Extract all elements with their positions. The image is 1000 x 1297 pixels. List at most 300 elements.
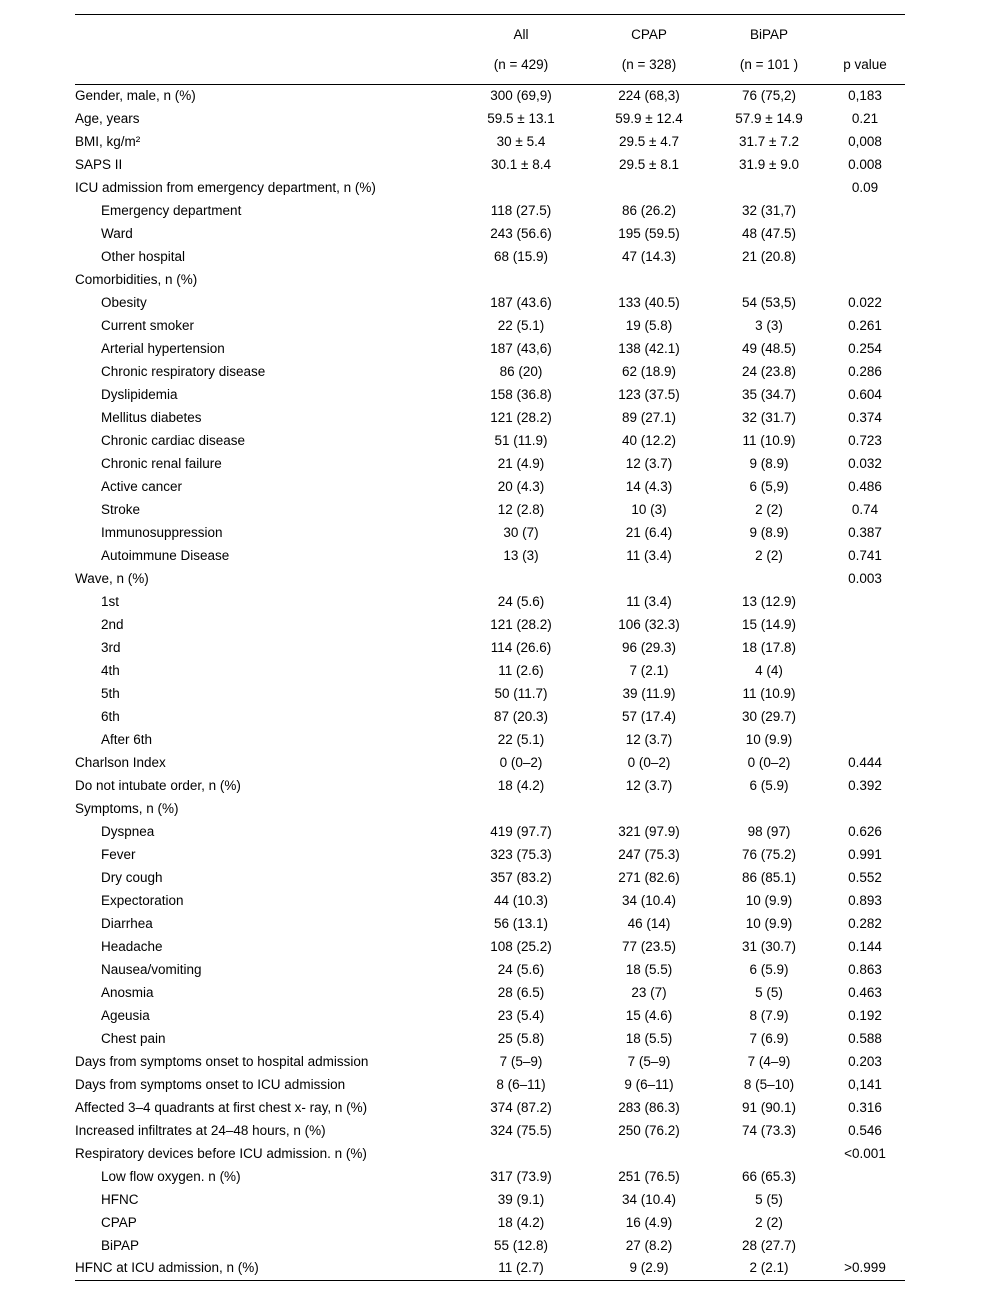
cell-pvalue: 0.254 [848, 340, 882, 356]
row-label: Low flow oxygen. n (%) [101, 1168, 241, 1184]
row-label: Obesity [101, 294, 147, 310]
table-row [75, 568, 905, 591]
row-label: Anosmia [101, 984, 154, 1000]
cell-all [457, 269, 585, 292]
cell-pvalue: 0.282 [848, 915, 882, 931]
cell-all: 39 (9.1) [497, 1191, 545, 1207]
row-label: Mellitus diabetes [101, 409, 202, 425]
cell-bipap: 57.9 ± 14.9 [735, 110, 803, 126]
table-row [75, 430, 905, 453]
cell-bipap: 9 (8.9) [749, 524, 789, 540]
cell-all: 87 (20.3) [493, 708, 549, 724]
cell-bipap: 48 (47.5) [741, 225, 797, 241]
row-label: CPAP [101, 1214, 137, 1230]
cell-all: 323 (75.3) [490, 846, 552, 862]
cell-cpap: 12 (3.7) [625, 731, 673, 747]
row-label: Days from symptoms onset to hospital admission [75, 1053, 369, 1069]
cell-pvalue [825, 200, 905, 223]
cell-all [457, 177, 585, 200]
cell-bipap [713, 798, 825, 821]
cell-bipap: 7 (4–9) [747, 1053, 791, 1069]
cell-all: 55 (12.8) [493, 1237, 549, 1253]
cell-bipap: 5 (5) [755, 1191, 783, 1207]
cell-pvalue: 0.723 [848, 432, 882, 448]
cell-bipap: 6 (5.9) [749, 961, 789, 977]
cell-bipap: 6 (5.9) [749, 777, 789, 793]
row-label: After 6th [101, 731, 153, 747]
cell-bipap: 2 (2) [755, 547, 783, 563]
cell-pvalue: 0.486 [848, 478, 882, 494]
row-label: Headache [101, 938, 163, 954]
cell-cpap: 40 (12.2) [621, 432, 677, 448]
row-label: Dyslipidemia [101, 386, 178, 402]
table-row [75, 1051, 905, 1074]
table-row [75, 1212, 905, 1235]
cell-all: 13 (3) [503, 547, 539, 563]
row-label: Symptoms, n (%) [75, 800, 179, 816]
cell-cpap: 57 (17.4) [621, 708, 677, 724]
table-row [75, 200, 905, 223]
cell-cpap: 16 (4.9) [625, 1214, 673, 1230]
cell-bipap: 32 (31.7) [741, 409, 797, 425]
cell-bipap: 31.9 ± 9.0 [739, 156, 799, 172]
characteristics-table [75, 14, 905, 1281]
row-label: SAPS II [75, 156, 123, 172]
cell-bipap: 18 (17.8) [741, 639, 797, 655]
cell-bipap: 4 (4) [755, 662, 783, 678]
table-row [75, 361, 905, 384]
cell-all: 324 (75.5) [490, 1122, 552, 1138]
cell-all: 18 (4.2) [497, 777, 545, 793]
table-row [75, 499, 905, 522]
cell-bipap: 54 (53,5) [741, 294, 797, 310]
cell-cpap: 21 (6.4) [625, 524, 673, 540]
table-row [75, 407, 905, 430]
cell-pvalue: 0.022 [848, 294, 882, 310]
row-label: Fever [101, 846, 136, 862]
cell-bipap: 15 (14.9) [741, 616, 797, 632]
cell-all: 357 (83.2) [490, 869, 552, 885]
row-label: Immunosuppression [101, 524, 223, 540]
table-row [75, 844, 905, 867]
row-label: Charlson Index [75, 754, 166, 770]
cell-bipap: 76 (75.2) [741, 846, 797, 862]
row-label: Diarrhea [101, 915, 153, 931]
cell-all: 50 (11.7) [494, 685, 548, 701]
row-label: 4th [101, 662, 120, 678]
cell-pvalue: 0.463 [848, 984, 882, 1000]
cell-cpap: 283 (86.3) [618, 1099, 680, 1115]
cell-bipap: 74 (73.3) [741, 1122, 797, 1138]
cell-cpap: 12 (3.7) [625, 455, 673, 471]
cell-bipap: 21 (20.8) [741, 248, 797, 264]
row-label: Dry cough [101, 869, 163, 885]
cell-cpap: 34 (10.4) [621, 892, 677, 908]
cell-cpap: 29.5 ± 8.1 [619, 156, 679, 172]
cell-all: 22 (5.1) [497, 731, 545, 747]
cell-bipap: 7 (6.9) [749, 1030, 789, 1046]
cell-all: 24 (5.6) [497, 593, 545, 609]
cell-pvalue: 0.374 [848, 409, 882, 425]
cell-bipap: 86 (85.1) [741, 869, 797, 885]
cell-cpap: 138 (42.1) [618, 340, 680, 356]
cell-pvalue: 0.588 [848, 1030, 882, 1046]
cell-pvalue: 0.741 [848, 547, 882, 563]
cell-bipap: 6 (5,9) [749, 478, 789, 494]
row-label: ICU admission from emergency department, n (%) [75, 179, 376, 195]
cell-cpap: 9 (6–11) [624, 1076, 674, 1092]
cell-pvalue [825, 637, 905, 660]
cell-bipap: 76 (75,2) [741, 87, 797, 103]
cell-pvalue [825, 729, 905, 752]
cell-all: 23 (5.4) [497, 1007, 545, 1023]
column-n-cpap: (n = 328) [621, 57, 677, 73]
cell-bipap: 66 (65.3) [741, 1168, 797, 1184]
column-header-all: All [513, 26, 529, 42]
cell-all: 44 (10.3) [493, 892, 549, 908]
row-label: Gender, male, n (%) [75, 87, 196, 103]
cell-bipap: 9 (8.9) [749, 455, 789, 471]
cell-cpap: 18 (5.5) [625, 961, 673, 977]
row-label: Chronic respiratory disease [101, 363, 266, 379]
cell-pvalue: 0.261 [848, 317, 882, 333]
cell-cpap: 10 (3) [631, 501, 667, 517]
cell-cpap: 195 (59.5) [618, 225, 680, 241]
cell-cpap: 19 (5.8) [625, 317, 673, 333]
cell-bipap: 8 (5–10) [743, 1076, 795, 1092]
table-container [75, 14, 905, 1281]
table-row [75, 131, 905, 154]
table-row [75, 1120, 905, 1143]
column-header-bipap: BiPAP [749, 26, 788, 42]
cell-cpap: 86 (26.2) [621, 202, 677, 218]
cell-pvalue: <0.001 [844, 1145, 886, 1161]
row-label: Current smoker [101, 317, 195, 333]
table-row [75, 798, 905, 821]
cell-cpap: 77 (23.5) [621, 938, 677, 954]
row-label: Arterial hypertension [101, 340, 225, 356]
cell-cpap [585, 177, 713, 200]
cell-pvalue [825, 1166, 905, 1189]
table-row [75, 476, 905, 499]
cell-all: 12 (2.8) [497, 501, 545, 517]
cell-bipap [713, 177, 825, 200]
cell-all: 22 (5.1) [497, 317, 545, 333]
cell-pvalue: 0.863 [848, 961, 882, 977]
table-body [75, 85, 905, 1281]
cell-all: 86 (20) [499, 363, 543, 379]
table-row [75, 292, 905, 315]
cell-pvalue: 0.032 [848, 455, 882, 471]
cell-pvalue: 0.392 [848, 777, 882, 793]
cell-pvalue [825, 1212, 905, 1235]
cell-bipap: 10 (9.9) [745, 915, 793, 931]
row-label: BiPAP [101, 1237, 140, 1253]
cell-all: 30 (7) [503, 524, 539, 540]
cell-cpap: 123 (37.5) [618, 386, 680, 402]
cell-all: 187 (43.6) [490, 294, 552, 310]
cell-all: 28 (6.5) [497, 984, 545, 1000]
cell-cpap [585, 798, 713, 821]
cell-all: 56 (13.1) [493, 915, 549, 931]
cell-bipap: 0 (0–2) [747, 754, 791, 770]
cell-cpap: 321 (97.9) [618, 823, 680, 839]
cell-pvalue [825, 798, 905, 821]
cell-pvalue: 0.003 [848, 570, 882, 586]
row-label: Autoimmune Disease [101, 547, 230, 563]
cell-bipap: 24 (23.8) [741, 363, 797, 379]
row-label: 5th [101, 685, 120, 701]
row-label: HFNC at ICU admission, n (%) [75, 1260, 259, 1276]
table-row [75, 85, 905, 108]
cell-pvalue: 0.144 [848, 938, 882, 954]
cell-bipap: 2 (2) [755, 1214, 783, 1230]
table-row [75, 959, 905, 982]
table-row [75, 1189, 905, 1212]
table-row [75, 637, 905, 660]
cell-all: 24 (5.6) [497, 961, 545, 977]
cell-bipap: 35 (34.7) [741, 386, 797, 402]
cell-cpap: 47 (14.3) [621, 248, 677, 264]
cell-cpap [585, 1143, 713, 1166]
cell-pvalue: 0.552 [848, 869, 882, 885]
cell-pvalue: 0.008 [848, 156, 882, 172]
row-label: Chest pain [101, 1030, 166, 1046]
column-header-cpap: CPAP [631, 26, 667, 42]
cell-cpap [585, 269, 713, 292]
cell-pvalue [825, 683, 905, 706]
row-label: 3rd [101, 639, 121, 655]
cell-all: 300 (69,9) [490, 87, 552, 103]
row-label: BMI, kg/m² [75, 133, 141, 149]
cell-pvalue: 0.893 [848, 892, 882, 908]
cell-pvalue: 0.387 [848, 524, 882, 540]
cell-cpap: 29.5 ± 4.7 [619, 133, 679, 149]
table-row [75, 315, 905, 338]
row-label: Affected 3–4 quadrants at first chest x- ray, n (%) [75, 1099, 368, 1115]
cell-pvalue [825, 660, 905, 683]
cell-cpap: 12 (3.7) [625, 777, 673, 793]
table-row [75, 1143, 905, 1166]
cell-pvalue [825, 591, 905, 614]
table-row [75, 1074, 905, 1097]
cell-cpap: 96 (29.3) [621, 639, 677, 655]
table-row [75, 821, 905, 844]
row-label: 1st [101, 593, 120, 609]
cell-bipap: 2 (2) [755, 501, 783, 517]
cell-cpap: 23 (7) [631, 984, 667, 1000]
cell-pvalue: 0.316 [848, 1099, 882, 1115]
table-row [75, 867, 905, 890]
table-row [75, 384, 905, 407]
header-row-groups [75, 15, 905, 52]
cell-cpap: 46 (14) [627, 915, 671, 931]
row-label: Stroke [101, 501, 141, 517]
table-row [75, 223, 905, 246]
table-row [75, 683, 905, 706]
cell-bipap [713, 269, 825, 292]
cell-all: 7 (5–9) [499, 1053, 543, 1069]
cell-bipap: 28 (27.7) [741, 1237, 797, 1253]
cell-all: 11 (2.6) [498, 662, 544, 678]
cell-cpap: 59.9 ± 12.4 [615, 110, 683, 126]
cell-pvalue: 0,183 [848, 87, 882, 103]
row-label: Ward [101, 225, 133, 241]
row-label: Chronic cardiac disease [101, 432, 246, 448]
row-label: Active cancer [101, 478, 183, 494]
header-row-n [75, 51, 905, 85]
table-row [75, 1028, 905, 1051]
cell-cpap: 271 (82.6) [618, 869, 680, 885]
table-row [75, 1097, 905, 1120]
table-row [75, 108, 905, 131]
cell-bipap: 11 (10.9) [742, 432, 796, 448]
cell-all: 118 (27.5) [490, 202, 552, 218]
header-spacer [825, 15, 905, 52]
cell-all: 30.1 ± 8.4 [491, 156, 551, 172]
cell-pvalue: 0.203 [848, 1053, 882, 1069]
table-row [75, 1258, 905, 1281]
cell-all: 18 (4.2) [497, 1214, 545, 1230]
cell-bipap: 49 (48.5) [741, 340, 797, 356]
table-row [75, 338, 905, 361]
cell-pvalue [825, 1189, 905, 1212]
row-label: HFNC [101, 1191, 139, 1207]
cell-pvalue: 0,008 [848, 133, 882, 149]
cell-bipap: 91 (90.1) [741, 1099, 797, 1115]
cell-bipap: 30 (29.7) [741, 708, 797, 724]
table-row [75, 913, 905, 936]
row-label: Comorbidities, n (%) [75, 271, 198, 287]
cell-pvalue: 0.192 [848, 1007, 882, 1023]
cell-bipap: 2 (2.1) [749, 1260, 789, 1276]
table-row [75, 591, 905, 614]
row-label: Expectoration [101, 892, 184, 908]
cell-all [457, 1143, 585, 1166]
cell-pvalue: 0.74 [851, 501, 879, 517]
cell-cpap [585, 568, 713, 591]
cell-cpap: 247 (75.3) [618, 846, 680, 862]
cell-all: 158 (36.8) [490, 386, 552, 402]
cell-all: 59.5 ± 13.1 [487, 110, 555, 126]
cell-pvalue: 0.09 [851, 179, 879, 195]
cell-all: 317 (73.9) [490, 1168, 552, 1184]
row-label: Respiratory devices before ICU admission. n (%) [75, 1145, 367, 1161]
table-row [75, 752, 905, 775]
cell-all: 11 (2.7) [498, 1260, 544, 1276]
cell-all: 8 (6–11) [496, 1076, 546, 1092]
table-row [75, 1005, 905, 1028]
row-label: Days from symptoms onset to ICU admission [75, 1076, 346, 1092]
cell-pvalue [825, 1235, 905, 1258]
cell-pvalue: 0.546 [848, 1122, 882, 1138]
cell-all: 20 (4.3) [497, 478, 545, 494]
table-row [75, 177, 905, 200]
table-row [75, 453, 905, 476]
cell-pvalue [825, 246, 905, 269]
table-row [75, 614, 905, 637]
row-label: Increased infiltrates at 24–48 hours, n (%) [75, 1122, 326, 1138]
header-spacer [75, 51, 457, 85]
row-label: Dyspnea [101, 823, 155, 839]
cell-all: 114 (26.6) [490, 639, 552, 655]
cell-all: 25 (5.8) [497, 1030, 545, 1046]
cell-bipap [713, 568, 825, 591]
cell-cpap: 251 (76.5) [618, 1168, 680, 1184]
row-label: Chronic renal failure [101, 455, 222, 471]
row-label: Wave, n (%) [75, 570, 149, 586]
table-row [75, 269, 905, 292]
table-row [75, 660, 905, 683]
cell-bipap [713, 1143, 825, 1166]
cell-cpap: 89 (27.1) [621, 409, 677, 425]
table-row [75, 246, 905, 269]
row-label: Nausea/vomiting [101, 961, 202, 977]
cell-bipap: 11 (10.9) [742, 685, 796, 701]
cell-pvalue [825, 269, 905, 292]
cell-all: 121 (28.2) [490, 409, 552, 425]
cell-bipap: 10 (9.9) [745, 731, 793, 747]
cell-all: 121 (28.2) [490, 616, 552, 632]
cell-pvalue [825, 223, 905, 246]
table-row [75, 729, 905, 752]
cell-cpap: 15 (4.6) [625, 1007, 673, 1023]
cell-cpap: 39 (11.9) [622, 685, 676, 701]
cell-all: 68 (15.9) [493, 248, 549, 264]
cell-pvalue: 0.444 [848, 754, 882, 770]
table-row [75, 1166, 905, 1189]
cell-bipap: 31.7 ± 7.2 [739, 133, 799, 149]
cell-pvalue: 0.626 [848, 823, 882, 839]
cell-cpap: 7 (2.1) [629, 662, 669, 678]
cell-pvalue: >0.999 [844, 1260, 886, 1276]
table-header [75, 15, 905, 85]
cell-all [457, 798, 585, 821]
column-header-pvalue: p value [843, 57, 887, 73]
cell-bipap: 5 (5) [755, 984, 783, 1000]
cell-bipap: 13 (12.9) [741, 593, 797, 609]
cell-cpap: 62 (18.9) [621, 363, 677, 379]
table-row [75, 775, 905, 798]
cell-all: 374 (87.2) [490, 1099, 552, 1115]
cell-pvalue: 0.991 [848, 846, 882, 862]
cell-all [457, 568, 585, 591]
row-label: Ageusia [101, 1007, 150, 1023]
cell-cpap: 0 (0–2) [627, 754, 671, 770]
row-label: 6th [101, 708, 120, 724]
column-n-all: (n = 429) [493, 57, 549, 73]
column-n-bipap: (n = 101 ) [739, 57, 799, 73]
cell-cpap: 18 (5.5) [625, 1030, 673, 1046]
cell-bipap: 31 (30.7) [741, 938, 797, 954]
cell-pvalue: 0.604 [848, 386, 882, 402]
row-label: 2nd [101, 616, 124, 632]
cell-pvalue [825, 706, 905, 729]
row-label: Emergency department [101, 202, 242, 218]
cell-all: 30 ± 5.4 [496, 133, 546, 149]
cell-bipap: 32 (31,7) [741, 202, 797, 218]
cell-all: 51 (11.9) [494, 432, 548, 448]
table-row [75, 936, 905, 959]
cell-pvalue: 0.21 [851, 110, 879, 126]
table-row [75, 545, 905, 568]
cell-pvalue [825, 614, 905, 637]
table-row [75, 522, 905, 545]
table-row [75, 890, 905, 913]
cell-all: 0 (0–2) [499, 754, 543, 770]
cell-cpap: 11 (3.4) [626, 547, 672, 563]
row-label: Do not intubate order, n (%) [75, 777, 241, 793]
